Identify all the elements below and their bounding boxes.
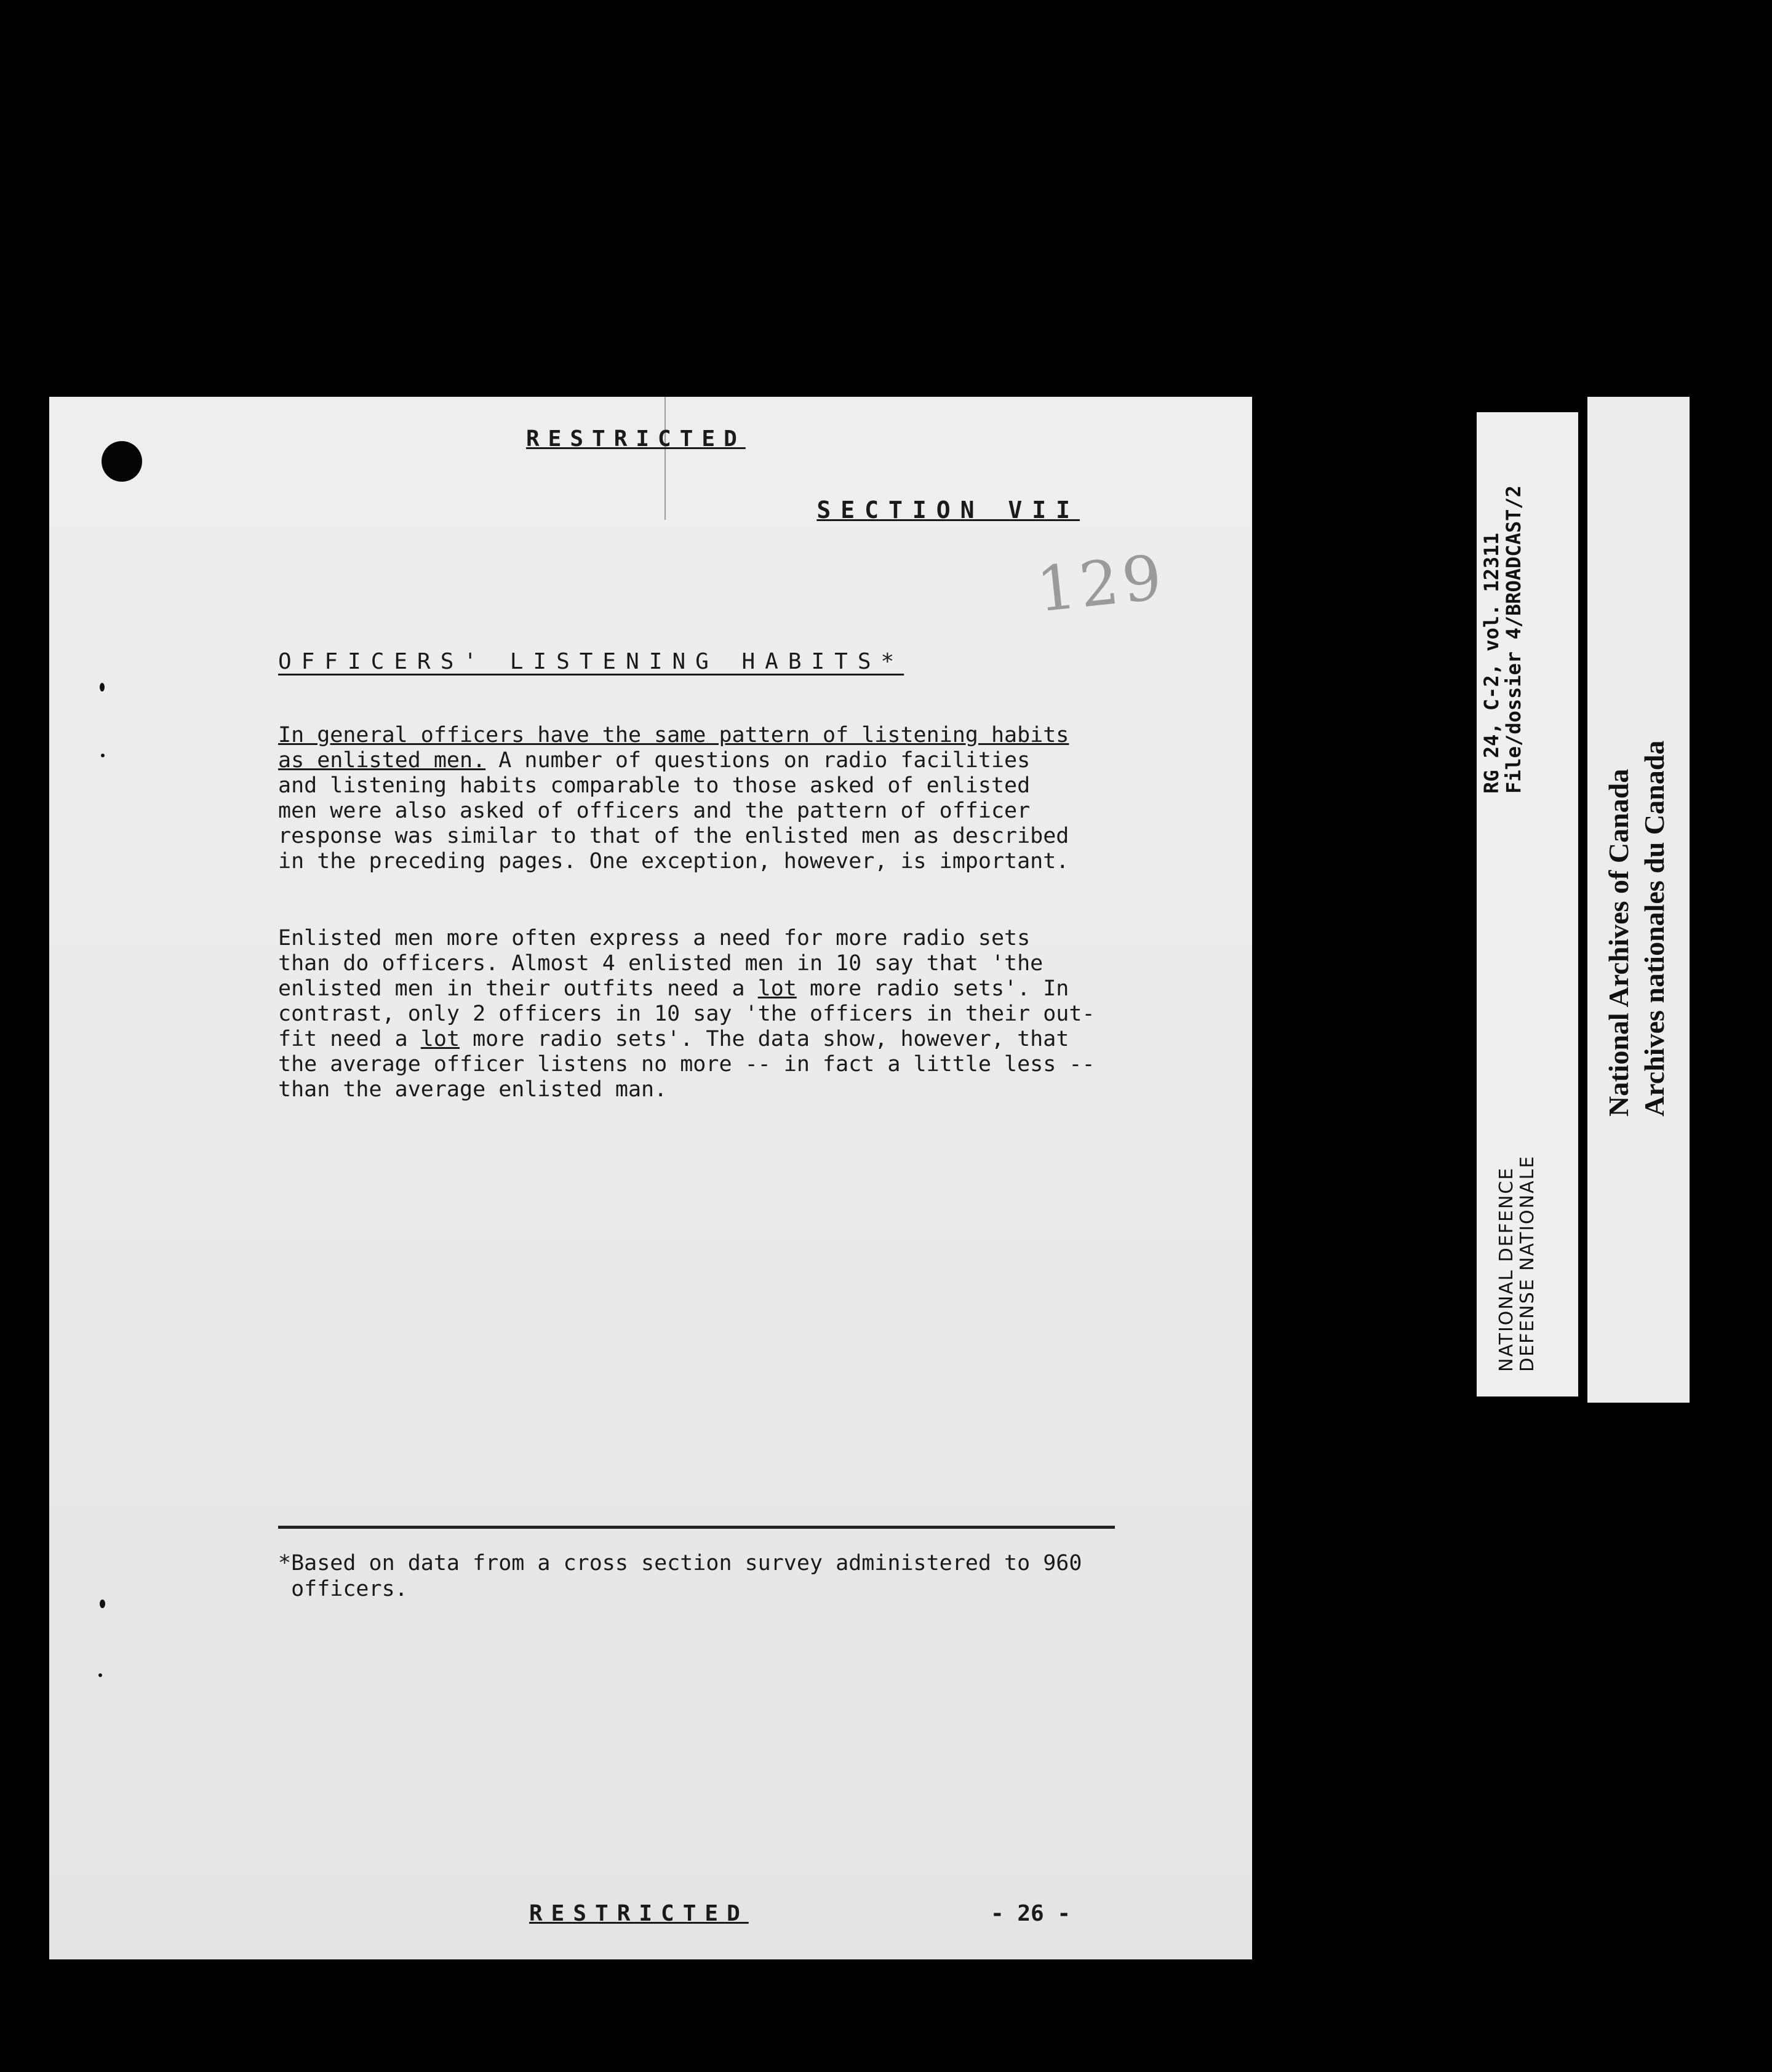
archives-name (1601, 741, 1672, 1117)
section-number: SECTION VII (816, 496, 1080, 524)
reference-line-1: RG 24, C-2, vol. 12311 (1480, 533, 1503, 794)
paragraph-1-underlined: In general officers have the same pattern of listening habits as enlisted men. (278, 723, 1069, 773)
speck (100, 683, 105, 691)
paragraph-2 (278, 926, 1127, 1102)
page-number: - 26 - (991, 1901, 1071, 1926)
paragraph-2-text-c: more radio sets'. The data show, however, that the average officer listens no more -- in fact a little less -- than the average enlisted man. (278, 1027, 1095, 1102)
punch-hole (102, 441, 142, 482)
department-line-2: DEFENSE NATIONALE (1517, 1155, 1538, 1372)
paragraph-1 (278, 723, 1127, 874)
restricted-stamp-top: RESTRICTED (526, 426, 746, 452)
department-line-1: NATIONAL DEFENCE (1496, 1166, 1517, 1372)
speck (98, 1673, 102, 1677)
paragraph-2-text-a: Enlisted men more often express a need for more radio sets than do officers. Almost 4 enlisted men in 10 say that 'the enlisted men in their outfits need a (278, 926, 1044, 1001)
document-page (49, 397, 1252, 1959)
paragraph-1-rest: A number of questions on radio facilities and listening habits comparable to those asked of enlisted men were also asked of officers and the pattern of officer response was similar to that of the enlisted men as described in the preceding pages. One exception, however, is important. (278, 748, 1069, 874)
reference-line-2: File/dossier 4/BROADCAST/2 (1502, 485, 1525, 794)
handwritten-folio-number: 129 (1033, 541, 1169, 626)
archive-reference (1480, 485, 1525, 794)
fold-line (664, 397, 666, 520)
page-heading: OFFICERS' LISTENING HABITS* (278, 649, 904, 674)
emphasis-lot: lot (757, 976, 797, 1001)
archive-reference-label (1477, 412, 1578, 1397)
archives-canada-label (1587, 397, 1690, 1403)
speck (100, 1600, 105, 1608)
speck (101, 754, 105, 757)
archives-line-2: Archives nationales du Canada (1638, 740, 1670, 1117)
emphasis-lot: lot (420, 1027, 460, 1051)
department-label (1496, 1155, 1538, 1372)
archives-line-1: National Archives of Canada (1603, 768, 1634, 1117)
paragraph-2-text-b: more radio sets'. In contrast, only 2 officers in 10 say 'the officers in their out- fit need a (278, 976, 1095, 1051)
restricted-stamp-bottom: RESTRICTED (529, 1901, 749, 1926)
footnote-divider (278, 1526, 1115, 1529)
footnote: *Based on data from a cross section survey administered to 960 officers. (278, 1551, 1082, 1601)
